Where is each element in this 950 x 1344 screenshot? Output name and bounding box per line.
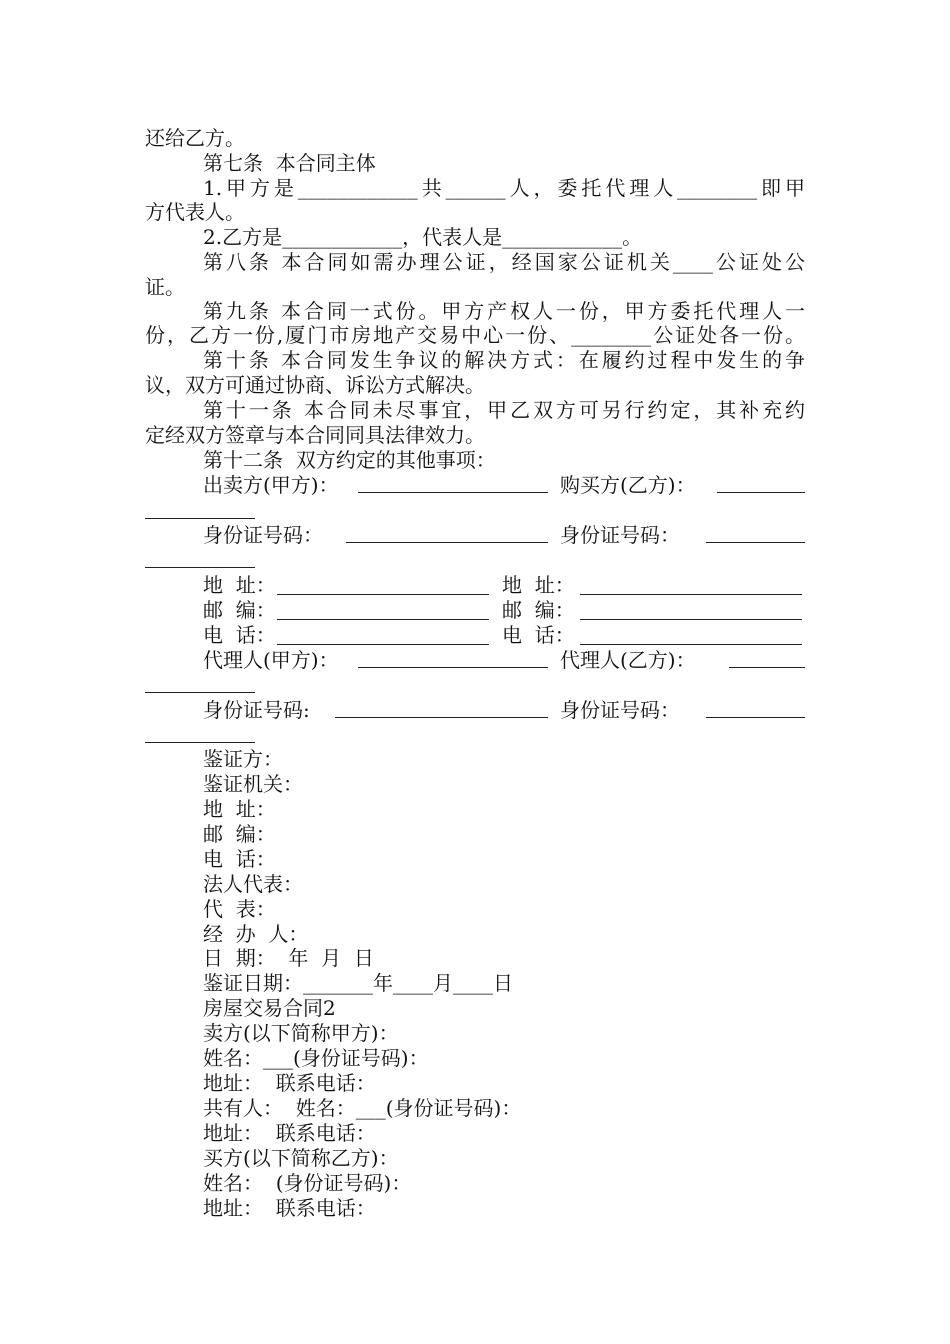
text-line: 地址： 联系电话： — [203, 1071, 376, 1095]
text-line: 买方(以下简称乙方)： — [203, 1146, 399, 1170]
text-line: 邮 编： — [203, 822, 276, 846]
blank-line — [580, 619, 802, 620]
seller-id-label: 身份证号码： — [203, 523, 323, 547]
blank-line — [145, 567, 255, 568]
text-line: 鉴证机关： — [203, 772, 303, 796]
seller-agent-label: 代理人(甲方)： — [203, 648, 339, 672]
text-line: 定经双方签章与本合同同具法律效力。 — [145, 423, 485, 447]
article-8-text: 第八条 本合同如需办理公证，经国家公证机关____公证处公 — [203, 250, 805, 274]
text-line: 经 办 人： — [203, 922, 309, 946]
seller-phone-label: 电 话： — [203, 623, 276, 647]
text-line: 日 期： 年 月 日 — [203, 946, 374, 970]
blank-line — [706, 542, 805, 543]
text-line: 2.乙方是____________，代表人是____________。 — [203, 225, 643, 249]
text-line: 方代表人。 — [145, 200, 245, 224]
text-line: 电 话： — [203, 847, 276, 871]
text-line: 份，乙方一份,厦门市房地产交易中心一份、________公证处各一份。 — [145, 323, 805, 347]
blank-line — [580, 644, 802, 645]
blank-line — [277, 594, 489, 595]
buyer-address-label: 地 址： — [502, 573, 575, 597]
seller-label: 出卖方(甲方)： — [203, 473, 339, 497]
buyer-agent-label: 代理人(乙方)： — [560, 648, 696, 672]
blank-line — [580, 594, 802, 595]
contract-2-title: 房屋交易合同2 — [203, 996, 336, 1020]
article-12-heading: 第十二条 双方约定的其他事项： — [203, 448, 496, 472]
text-line: 地 址： — [203, 797, 276, 821]
text-line: 议，双方可通过协商、诉讼方式解决。 — [145, 373, 485, 397]
text-line: 共有人： 姓名：___(身份证号码)： — [203, 1096, 522, 1120]
text-line: 鉴证方： — [203, 747, 283, 771]
buyer-id-label: 身份证号码： — [560, 523, 680, 547]
seller-address-label: 地 址： — [203, 573, 276, 597]
text-line: 地址： 联系电话： — [203, 1121, 376, 1145]
article-10-text: 第十条 本合同发生争议的解决方式：在履约过程中发生的争 — [203, 348, 805, 372]
blank-line — [717, 492, 805, 493]
article-9-text: 第九条 本合同一式份。甲方产权人一份，甲方委托代理人一 — [203, 299, 805, 323]
blank-line — [145, 692, 255, 693]
article-7-heading: 第七条 本合同主体 — [203, 151, 376, 175]
seller-agent-id-label: 身份证号码: — [203, 698, 310, 722]
blank-line — [277, 619, 489, 620]
blank-line — [358, 492, 548, 493]
article-11-text: 第十一条 本合同未尽事宜，甲乙双方可另行约定，其补充约 — [203, 398, 805, 422]
text-line: 地址： 联系电话： — [203, 1196, 376, 1220]
buyer-agent-id-label: 身份证号码： — [560, 698, 680, 722]
text-line: 代 表： — [203, 897, 276, 921]
text-line: 还给乙方。 — [145, 126, 245, 150]
blank-line — [346, 542, 548, 543]
blank-line — [706, 717, 805, 718]
blank-line — [145, 518, 255, 519]
text-line: 鉴证日期：_______年____月____日 — [203, 971, 513, 995]
blank-line — [729, 667, 805, 668]
buyer-postcode-label: 邮 编： — [502, 598, 575, 622]
text-line: 1.甲方是____________共______人，委托代理人________即甲 — [203, 176, 805, 200]
seller-postcode-label: 邮 编： — [203, 598, 276, 622]
buyer-label: 购买方(乙方)： — [560, 473, 696, 497]
blank-line — [335, 717, 548, 718]
blank-line — [358, 667, 548, 668]
blank-line — [277, 644, 489, 645]
text-line: 证。 — [145, 275, 185, 299]
text-line: 法人代表： — [203, 872, 303, 896]
text-line: 姓名：___(身份证号码)： — [203, 1046, 429, 1070]
blank-line — [145, 742, 255, 743]
buyer-phone-label: 电 话： — [502, 623, 575, 647]
text-line: 卖方(以下简称甲方)： — [203, 1021, 399, 1045]
text-line: 姓名： (身份证号码)： — [203, 1171, 412, 1195]
